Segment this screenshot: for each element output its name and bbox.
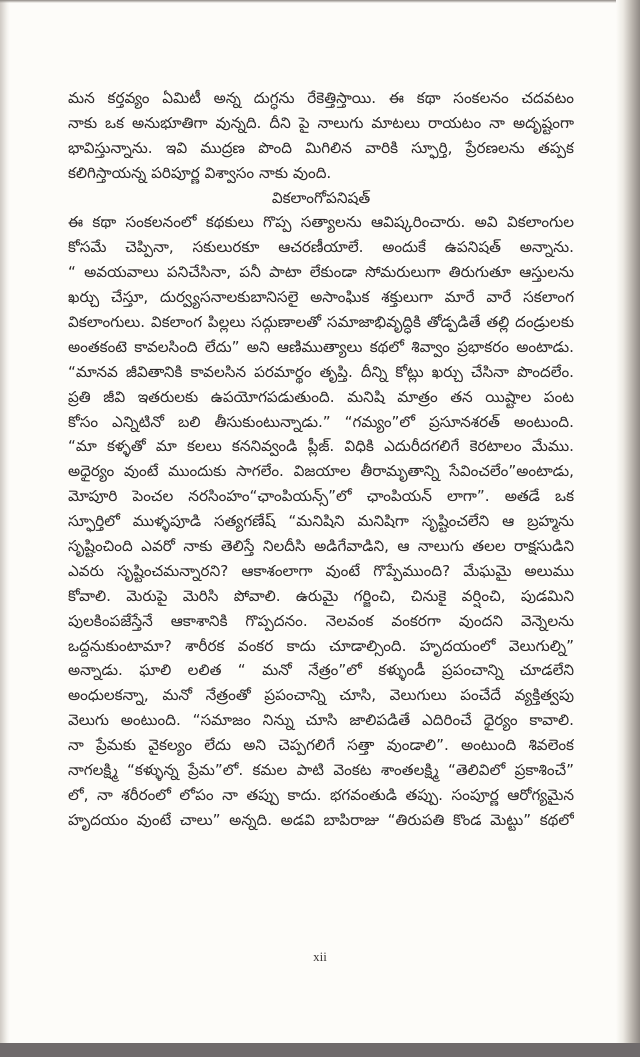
text-line: ఈ కథా సంకలనంలో కథకులు గొప్ప సత్యాలను ఆవిష్కరించారు. అవి వికలాంగుల: [68, 213, 574, 232]
text-line: “మా కళ్ళతో మా కలలు కననివ్వండి ప్లీజ్. విధికి ఎదురీదగలిగే కెరటాలం మేము.: [68, 437, 574, 456]
text-line: వికలాంగులు. వికలాంగ పిల్లలు సద్గుణాలతో సమాజాభివృద్ధికి తోడ్పడితే తల్లి దండ్రులకు: [68, 313, 574, 332]
text-line: లో, నా శరీరంలో లోపం నా తప్పు కాదు. భగవంతుడి తప్పు. సంపూర్ణ ఆరోగ్యమైన: [68, 785, 574, 804]
text-line: అంధులకన్నా, మనో నేత్రంతో ప్రపంచాన్ని చూసి, వెలుగులు పంచేదే వ్యక్తిత్వపు: [68, 686, 574, 705]
text-line: “ అవయవాలు పనిచేసినా, పనీ పాటా లేకుండా సోమరులుగా తిరుగుతూ ఆస్తులను: [68, 263, 574, 282]
paragraph-intro: [68, 86, 574, 186]
text-line: స్ఫూర్తిలో ముళ్ళపూడి సత్యగణేష్ “మనిషిని మనిషిగా సృష్టించలేని ఆ బ్రహ్మను: [68, 512, 574, 531]
text-line: భావిస్తున్నాను. ఇవి ముద్రణ పొంది మిగిలిన వారికి స్ఫూర్తి, ప్రేరణలను తప్పక: [68, 138, 574, 157]
text-line: వెలుగు అంటుంది. “సమాజం నిన్ను చూసి జాలిపడితే ఎదిరించే ధైర్యం కావాలి.: [68, 711, 574, 730]
text-line: అధైర్యం వుంటే ముందుకు సాగలేం. విజయాల తీరామృతాన్ని సేవించలేం”అంటాడు,: [68, 462, 574, 481]
paragraph-main: [68, 210, 574, 832]
text-line: నా ప్రేమకు వైకల్యం లేదు అని చెప్పగలిగే సత్తా వుండాలి”. అంటుంది శివలెంక: [68, 736, 574, 755]
page-number: xii: [313, 949, 327, 964]
text-line: మన కర్తవ్యం ఏమిటీ అన్న దుగ్ధను రేకెత్తిస్తాయి. ఈ కథా సంకలనం చదవటం: [68, 89, 574, 107]
text-line: “మానవ జీవితానికి కావలసిన పరమార్థం తృప్తి. దీన్ని కోట్లు ఖర్చు చేసినా పొందలేం.: [68, 362, 574, 381]
text-line: ఒద్దనుకుంటామా? శారీరక వంకర కాదు చూడాల్సింది. హృదయంలో వెలుగుల్ని”: [68, 636, 574, 655]
text-line: నాగలక్ష్మి “కళ్ళున్న ప్రేమ”లో. కమల పాటి వెంకట శాంతలక్ష్మి “తెలివిలో ప్రకాశించే”: [68, 761, 574, 780]
text-line: ఎవరు సృష్టించమన్నారని? ఆకాశంలాగా వుంటే గొప్పేముంది? మేఘమై అలుము: [68, 561, 574, 580]
text-line: కోవాలి. మెరుపై మెరిసి పోవాలి. ఉరుమై గర్జించి, చినుకై వర్షించి, పుడమిని: [68, 586, 574, 605]
text-line: అంతకంటె కావలసింది లేదు” అని ఆణిముత్యాలు కథలో శివ్వాం ప్రభాకరం అంటాడు.: [68, 337, 574, 356]
text-line: కోసమే చెప్పినా, సకులురకూ ఆచరణీయాలే. అందుకే ఉపనిషత్ అన్నాను.: [68, 238, 574, 257]
text-line: హృదయం వుంటే చాలు” అన్నది. అడవి బాపిరాజు “తిరుపతి కొండ మెట్టు” కథలో: [68, 810, 574, 829]
page-top-shadow: [0, 0, 640, 3]
text-line: అన్నాడు. ఘాలి లలిత “ మనో నేత్రం”లో కళ్ళుండీ ప్రపంచాన్ని చూడలేని: [68, 661, 574, 680]
section-heading: వికలాంగోపనిషత్: [271, 188, 371, 207]
text-line: కోసం ఎన్నిటినో బలి తీసుకుంటున్నాడు.” “గమ్యం”లో ప్రసూనశరత్ అంటుంది.: [68, 412, 574, 431]
text-line: మోపూరి పెంచల నరసింహం“ఛాంపియన్స్”లో ఛాంపియన్ లాగా”. అతడే ఒక: [68, 487, 574, 506]
text-line: ప్రతి జీవి ఇతరులకు ఉపయోగపడుతుంది. మనిషి మాత్రం తన యిష్టాల పంట: [68, 387, 574, 406]
text-line: సృష్టించింది ఎవరో నాకు తెలిస్తే నిలదీసి అడిగేవాడిని, ఆ నాలుగు తలల రాక్షసుడిని: [68, 537, 574, 556]
text-line: కలిగిస్తాయన్న పరిపూర్ణ విశ్వాసం నాకు వుంది.: [68, 163, 332, 182]
text-line: పులకింపజేస్తేనే ఆకాశానికి గొప్పదనం. నెలవంక వంకరగా వుందని వెన్నెలను: [68, 611, 574, 630]
text-line: నాకు ఒక అనుభూతిగా వున్నది. దీని పై నాలుగు మాటలు రాయటం నా అదృష్టంగా: [68, 113, 574, 132]
text-line: ఖర్చు చేస్తూ, దుర్వ్యసనాలకుబానిసలై అసాంఘిక శక్తులుగా మారే వారే సకలాంగ: [68, 288, 574, 307]
page-body-text: [68, 86, 574, 833]
